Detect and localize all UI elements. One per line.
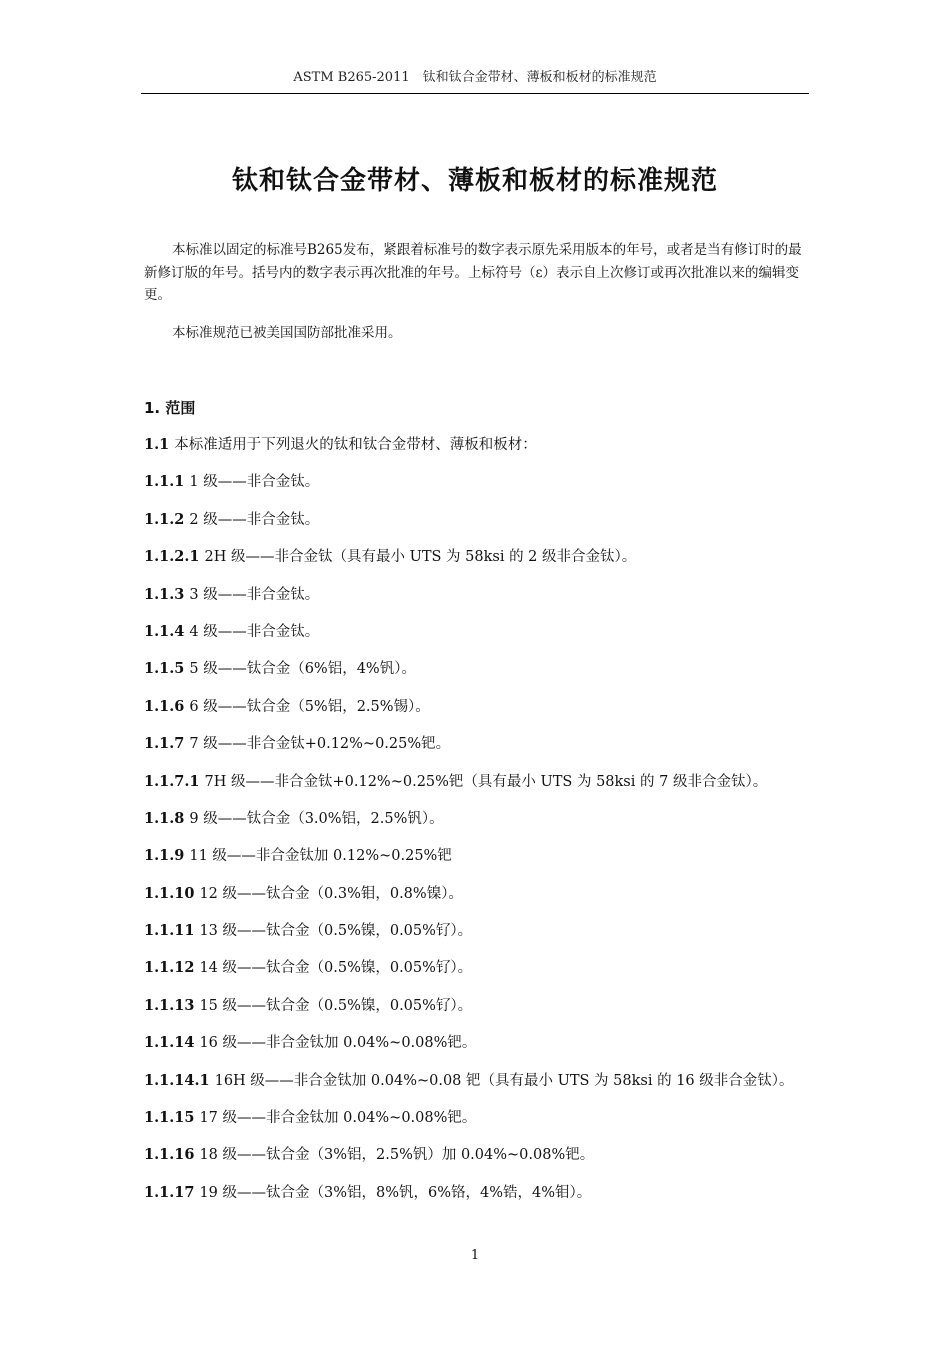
clause-text: 16H 级——非合金钛加 0.04%~0.08 钯（具有最小 UTS 为 58ksi 的 16 级非合金钛）。	[214, 1072, 794, 1089]
clause-item	[144, 1107, 824, 1144]
clause-text: 1 级——非合金钛。	[189, 474, 320, 491]
intro-paragraph-1: 本标准以固定的标准号B265发布，紧跟着标准号的数字表示原先采用版本的年号，或者是当有修订时的最新修订版的年号。括号内的数字表示再次批准的年号。上标符号（ε）表示自上次修订或再次批准以来的编辑变更。	[144, 242, 802, 303]
clause-number: 1.1.12	[144, 959, 195, 977]
clause-list	[144, 434, 824, 1219]
clause-item	[144, 434, 824, 471]
clause-number: 1.1.13	[144, 996, 195, 1014]
clause-number: 1.1.14	[144, 1034, 195, 1052]
clause-number: 1.1.1	[144, 473, 185, 491]
clause-text: 15 级——钛合金（0.5%镍，0.05%钌）。	[199, 997, 473, 1014]
clause-text: 14 级——钛合金（0.5%镍，0.05%钌）。	[199, 960, 473, 977]
clause-text: 6 级——钛合金（5%铝，2.5%锡）。	[189, 698, 430, 715]
clause-text: 本标准适用于下列退火的钛和钛合金带材、薄板和板材：	[174, 437, 537, 453]
clause-number: 1.1.15	[144, 1109, 195, 1127]
clause-item	[144, 1182, 824, 1219]
clause-text: 2 级——非合金钛。	[189, 511, 320, 528]
clause-text: 7 级——非合金钛+0.12%~0.25%钯。	[189, 736, 451, 753]
clause-item	[144, 920, 824, 957]
clause-item	[144, 733, 824, 770]
clause-text: 16 级——非合金钛加 0.04%~0.08%钯。	[199, 1035, 477, 1052]
clause-number: 1.1.14.1	[144, 1071, 210, 1089]
clause-text: 11 级——非合金钛加 0.12%~0.25%钯	[189, 848, 452, 865]
clause-item	[144, 957, 824, 994]
clause-text: 2H 级——非合金钛（具有最小 UTS 为 58ksi 的 2 级非合金钛）。	[204, 549, 637, 566]
clause-number: 1.1.2.1	[144, 548, 200, 566]
document-title: 钛和钛合金带材、薄板和板材的标准规范	[231, 166, 718, 196]
clause-number: 1.1.3	[144, 585, 185, 603]
clause-number: 1.1.8	[144, 809, 185, 827]
clause-text: 12 级——钛合金（0.3%钼，0.8%镍）。	[199, 885, 463, 902]
clause-item	[144, 1144, 824, 1181]
clause-text: 4 级——非合金钛。	[189, 623, 320, 640]
clause-text: 7H 级——非合金钛+0.12%~0.25%钯（具有最小 UTS 为 58ksi 的 7 级非合金钛）。	[204, 773, 768, 790]
clause-number: 1.1.9	[144, 847, 185, 865]
clause-text: 19 级——钛合金（3%铝，8%钒，6%铬，4%锆，4%钼）。	[199, 1184, 592, 1201]
clause-number: 1.1.4	[144, 622, 185, 640]
clause-number: 1.1	[144, 436, 170, 453]
clause-number: 1.1.16	[144, 1146, 195, 1164]
clause-item	[144, 845, 824, 882]
clause-number: 1.1.17	[144, 1183, 195, 1201]
clause-item	[144, 1070, 824, 1107]
clause-item	[144, 621, 824, 658]
clause-number: 1.1.7.1	[144, 772, 200, 790]
clause-item	[144, 771, 824, 808]
page-number: 1	[470, 1248, 480, 1263]
clause-text: 17 级——非合金钛加 0.04%~0.08%钯。	[199, 1110, 477, 1127]
clause-text: 3 级——非合金钛。	[189, 586, 320, 603]
intro-paragraph-2: 本标准规范已被美国国防部批准采用。	[172, 325, 402, 341]
clause-number: 1.1.2	[144, 510, 185, 528]
clause-text: 18 级——钛合金（3%铝，2.5%钒）加 0.04%~0.08%钯。	[199, 1147, 595, 1164]
section-heading-scope	[144, 397, 195, 418]
clause-number: 1.1.6	[144, 697, 185, 715]
clause-item	[144, 584, 824, 621]
clause-text: 13 级——钛合金（0.5%镍，0.05%钌）。	[199, 923, 473, 940]
clause-item	[144, 509, 824, 546]
clause-item	[144, 995, 824, 1032]
section-number: 1.	[144, 399, 161, 417]
clause-item	[144, 471, 824, 508]
clause-number: 1.1.11	[144, 922, 195, 940]
clause-text: 9 级——钛合金（3.0%铝，2.5%钒）。	[189, 810, 444, 827]
clause-item	[144, 1032, 824, 1069]
clause-number: 1.1.5	[144, 660, 185, 678]
clause-text: 5 级——钛合金（6%铝，4%钒）。	[189, 661, 416, 678]
clause-item	[144, 658, 824, 695]
clause-number: 1.1.7	[144, 735, 185, 753]
clause-item	[144, 696, 824, 733]
clause-item	[144, 808, 824, 845]
clause-number: 1.1.10	[144, 884, 195, 902]
clause-item	[144, 546, 824, 583]
section-title: 范围	[165, 399, 196, 417]
clause-item	[144, 883, 824, 920]
page-header: ASTM B265-2011 钛和钛合金带材、薄板和板材的标准规范	[141, 66, 809, 94]
